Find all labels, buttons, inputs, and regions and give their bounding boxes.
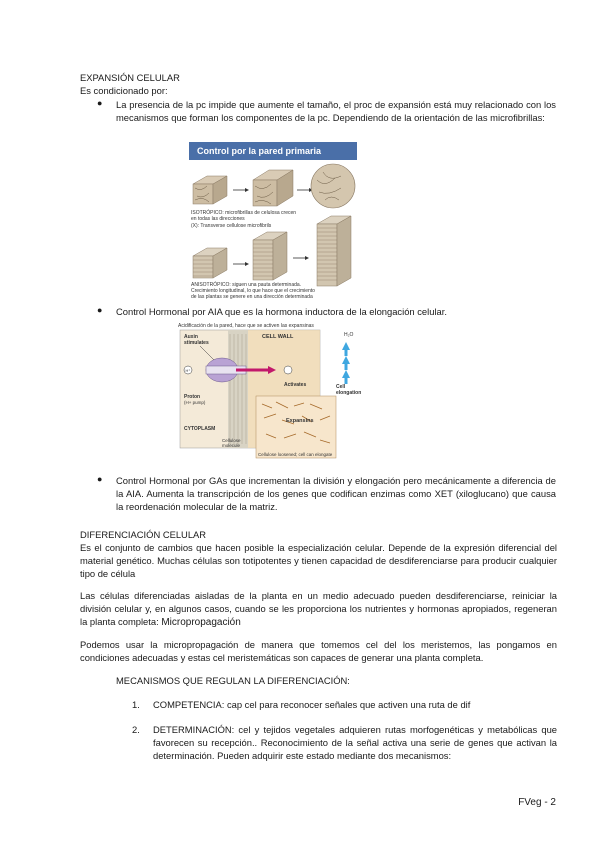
label-auxin-1: Auxin <box>184 334 198 340</box>
list-item-competencia: COMPETENCIA: cap cel para reconocer señales que activen una ruta de dif <box>153 699 471 710</box>
bullet-text-3: Control Hormonal por GAs que incrementan la división y elongación pero mecánicamente a diferencia de la AIA. Aumenta la transcripción de los genes que codifican enzimas como XET (xiloglucano) que causa la reordenación molecular de la matriz. <box>116 475 556 512</box>
caption-anisotropic-2: Crecimiento longitudinal, lo que hace que el crecimiento <box>191 288 315 294</box>
section-title-expansion: EXPANSIÓN CELULAR <box>80 72 180 83</box>
label-loosened: Cellulose loosened; cell can elongate <box>258 452 333 457</box>
caption-isotropic-1: ISOTRÓPICO: microfibrillas de celulosa crecen <box>191 210 297 216</box>
isotropic-cube-2 <box>253 170 293 206</box>
label-cellulose-1: Cellulose <box>222 438 241 443</box>
label-cell-wall: CELL WALL <box>262 334 294 340</box>
figure-title: Control por la pared primaria <box>197 146 322 156</box>
label-proton-1: Proton <box>184 394 201 400</box>
arrow-head-icon <box>305 256 309 260</box>
paragraph-2-main: Las células diferenciadas aisladas de la planta en un medio adecuado pueden desdiferenciarse, reiniciar la división celular y, en algunos casos, cuando se les proporciona los nutrientes y hormonas apropiados, regeneran la planta completa: <box>80 590 557 627</box>
list-item-determinacion: DETERMINACIÓN: cel y tejidos vegetales adquieren rutas morfogenéticas y metabólicas que favorecen su recepción.. Reconocimiento de la señal activa una serie de genes que activan la determinación. Pueden adquirir este estado mediante dos mecanismos: <box>153 724 557 761</box>
list-number-2: 2. <box>132 724 140 735</box>
arrow-head-icon <box>245 188 249 192</box>
isotropic-cube-1 <box>193 176 227 204</box>
label-expansins: Expansins <box>286 418 314 424</box>
section-title-differentiation: DIFERENCIACIÓN CELULAR <box>80 529 207 540</box>
caption-anisotropic-3: de las plantas se genere en una dirección determinada <box>191 294 313 300</box>
caption-isotropic-2: en todas las direcciones <box>191 216 245 222</box>
label-cell-elongation-1: Cell <box>336 384 346 390</box>
label-hplus: H⁺ <box>185 369 191 373</box>
caption-isotropic-3: (X): Transverse cellulose microfibrils <box>191 223 272 229</box>
label-cytoplasm: CYTOPLASM <box>184 426 216 432</box>
isotropic-sphere <box>311 164 355 208</box>
bullet-icon: ● <box>97 474 103 484</box>
paragraph-3: Podemos usar la micropropagación de manera que tomemos cel del los meristemos, las pongamos en condiciones adecuadas y estas cel meristemáticas son capaces de generar una planta completa. <box>80 639 557 663</box>
section-intro: Es condicionado por: <box>80 85 168 96</box>
hplus-ion-icon <box>284 366 292 374</box>
paragraph-2 <box>80 589 557 629</box>
page-footer: FVeg - 2 <box>518 797 556 808</box>
bullet-text-1: La presencia de la pc impide que aumente el tamaño, el proc de expansión está muy relacionado con los mecanismos que forman los componentes de la pc. Dependiendo de la orientación de las microfibrillas: <box>116 99 556 123</box>
list-number-1: 1. <box>132 699 140 710</box>
label-cell-elongation-2: elongation <box>336 390 362 396</box>
arrow-head-icon <box>245 262 249 266</box>
label-auxin-2: stimulates <box>184 340 209 346</box>
label-h2o: H₂O <box>344 332 354 338</box>
bullet-text-2: Control Hormonal por AIA que es la hormona inductora de la elongación celular. <box>116 306 447 317</box>
anisotropic-block-3 <box>317 216 351 286</box>
water-arrows-icon <box>342 342 350 384</box>
anisotropic-block-2 <box>253 232 287 280</box>
bullet-icon: ● <box>97 305 103 315</box>
paragraph-2-term: Micropropagación <box>161 617 241 628</box>
figure2-header: Acidificación de la pared, hace que se activen las expansinas <box>178 323 314 329</box>
label-activates: Activates <box>284 382 307 388</box>
bullet-icon: ● <box>97 98 103 108</box>
mechanisms-title: MECANISMOS QUE REGULAN LA DIFERENCIACIÓN: <box>116 675 350 686</box>
label-cellulose-2: molecule <box>222 443 241 448</box>
figure-auxin-acid-growth <box>176 320 396 460</box>
label-proton-2: (H+ pump) <box>184 400 206 405</box>
caption-anisotropic-1: ANISOTRÓPICO: siguen una pauta determinada. <box>191 282 302 288</box>
anisotropic-block-1 <box>193 248 227 278</box>
paragraph-1: Es el conjunto de cambios que hacen posible la especialización celular. Depende de la expresión diferencial del material genético. Muchas células son totipotentes y tienen capacidad de desdiferenciarse para producir cualquier tipo de célula <box>80 542 557 579</box>
figure-primary-wall <box>185 140 361 300</box>
